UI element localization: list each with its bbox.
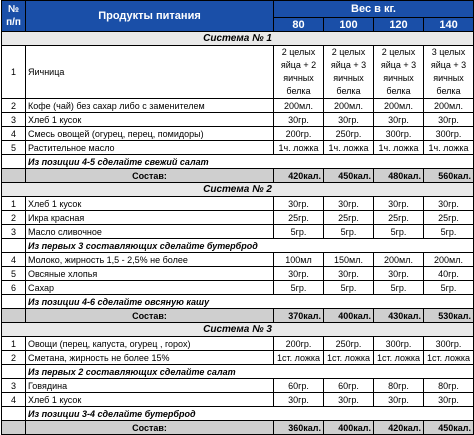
item-name: Овсяные хлопья — [26, 267, 274, 281]
item-amount: 250гр. — [324, 127, 374, 141]
total-calories: 400кал. — [324, 309, 374, 323]
table-cell — [2, 295, 26, 309]
item-number: 3 — [2, 225, 26, 239]
item-amount: 30гр. — [274, 113, 324, 127]
item-number: 1 — [2, 46, 26, 99]
item-name: Яичница — [26, 46, 274, 99]
total-row — [2, 309, 474, 323]
total-calories: 420кал. — [374, 421, 424, 435]
system-title: Система № 2 — [2, 183, 474, 197]
total-calories: 450кал. — [324, 169, 374, 183]
weight-header: Вес в кг. — [274, 1, 474, 18]
item-name: Кофе (чай) без сахар либо с заменителем — [26, 99, 274, 113]
item-amount: 300гр. — [424, 337, 474, 351]
item-name: Хлеб 1 кусок — [26, 197, 274, 211]
note-row — [2, 295, 474, 309]
item-amount: 5гр. — [274, 225, 324, 239]
item-name: Икра красная — [26, 211, 274, 225]
item-amount: 1ч. ложка — [324, 141, 374, 155]
nutrition-table — [1, 0, 474, 435]
note-row — [2, 407, 474, 421]
table-row — [2, 393, 474, 407]
item-amount: 200мл. — [274, 99, 324, 113]
item-number: 4 — [2, 127, 26, 141]
instruction-note: Из позиции 3-4 сделайте бутерброд — [26, 407, 474, 421]
item-amount: 30гр. — [424, 197, 474, 211]
item-amount: 200мл. — [374, 99, 424, 113]
item-amount: 300гр. — [424, 127, 474, 141]
item-amount: 30гр. — [324, 197, 374, 211]
item-name: Сахар — [26, 281, 274, 295]
item-number: 6 — [2, 281, 26, 295]
total-label: Состав: — [26, 421, 274, 435]
item-amount: 25гр. — [274, 211, 324, 225]
item-amount: 25гр. — [374, 211, 424, 225]
item-amount: 30гр. — [374, 197, 424, 211]
item-number: 1 — [2, 337, 26, 351]
item-number: 4 — [2, 393, 26, 407]
item-amount: 30гр. — [374, 393, 424, 407]
instruction-note: Из позиции 4-5 сделайте свежий салат — [26, 155, 474, 169]
table-cell — [2, 155, 26, 169]
instruction-note: Из позиции 4-6 сделайте овсяную кашу — [26, 295, 474, 309]
table-row — [2, 211, 474, 225]
item-amount: 25гр. — [424, 211, 474, 225]
system-title-row — [2, 32, 474, 46]
item-amount: 2 целых яйца + 3 яичных белка — [374, 46, 424, 99]
item-amount: 30гр. — [424, 393, 474, 407]
weight-col-80: 80 — [274, 18, 324, 32]
total-label: Состав: — [26, 169, 274, 183]
item-number: 3 — [2, 379, 26, 393]
item-amount: 1ст. ложка — [374, 351, 424, 365]
num-header: № п/п — [2, 1, 26, 32]
item-amount: 200гр. — [274, 127, 324, 141]
item-amount: 30гр. — [274, 393, 324, 407]
item-amount: 1ст. ложка — [324, 351, 374, 365]
item-amount: 30гр. — [374, 113, 424, 127]
table-row — [2, 379, 474, 393]
item-amount: 30гр. — [324, 113, 374, 127]
total-calories: 360кал. — [274, 421, 324, 435]
item-amount: 200мл. — [424, 253, 474, 267]
table-cell — [2, 239, 26, 253]
weight-col-100: 100 — [324, 18, 374, 32]
item-amount: 1ч. ложка — [274, 141, 324, 155]
item-amount: 30гр. — [424, 113, 474, 127]
system-title-row — [2, 183, 474, 197]
item-number: 3 — [2, 113, 26, 127]
total-calories: 370кал. — [274, 309, 324, 323]
table-row — [2, 99, 474, 113]
item-amount: 3 целых яйца + 3 яичных белка — [424, 46, 474, 99]
item-amount: 1ч. ложка — [374, 141, 424, 155]
item-name: Растительное масло — [26, 141, 274, 155]
item-number: 4 — [2, 253, 26, 267]
item-name: Смесь овощей (огурец, перец, помидоры) — [26, 127, 274, 141]
item-amount: 300гр. — [374, 337, 424, 351]
weight-col-120: 120 — [374, 18, 424, 32]
table-row — [2, 113, 474, 127]
table-row — [2, 337, 474, 351]
item-amount: 5гр. — [274, 281, 324, 295]
item-amount: 5гр. — [424, 281, 474, 295]
item-amount: 200мл. — [324, 99, 374, 113]
total-row — [2, 421, 474, 435]
table-cell — [2, 407, 26, 421]
instruction-note: Из первых 2 составляющих сделайте салат — [26, 365, 474, 379]
weight-col-140: 140 — [424, 18, 474, 32]
table-cell — [2, 365, 26, 379]
item-amount: 30гр. — [374, 267, 424, 281]
item-amount: 2 целых яйца + 3 яичных белка — [324, 46, 374, 99]
table-row — [2, 267, 474, 281]
item-name: Хлеб 1 кусок — [26, 113, 274, 127]
item-number: 5 — [2, 267, 26, 281]
system-title: Система № 1 — [2, 32, 474, 46]
system-title: Система № 3 — [2, 323, 474, 337]
item-amount: 30гр. — [324, 267, 374, 281]
item-amount: 30гр. — [324, 393, 374, 407]
item-amount: 5гр. — [374, 281, 424, 295]
item-amount: 1ст. ложка — [424, 351, 474, 365]
item-name: Овощи (перец, капуста, огурец , горох) — [26, 337, 274, 351]
total-row — [2, 169, 474, 183]
item-amount: 1ст. ложка — [274, 351, 324, 365]
instruction-note: Из первых 3 составляющих сделайте бутерброд — [26, 239, 474, 253]
total-calories: 450кал. — [424, 421, 474, 435]
item-amount: 30гр. — [274, 197, 324, 211]
item-number: 2 — [2, 351, 26, 365]
total-calories: 430кал. — [374, 309, 424, 323]
item-amount: 60гр. — [324, 379, 374, 393]
table-cell — [2, 421, 26, 435]
table-row — [2, 225, 474, 239]
total-calories: 420кал. — [274, 169, 324, 183]
item-amount: 5гр. — [324, 225, 374, 239]
item-amount: 300гр. — [374, 127, 424, 141]
table-row — [2, 253, 474, 267]
item-amount: 2 целых яйца + 2 яичных белка — [274, 46, 324, 99]
item-amount: 200мл. — [424, 99, 474, 113]
table-row — [2, 197, 474, 211]
total-calories: 560кал. — [424, 169, 474, 183]
item-amount: 5гр. — [374, 225, 424, 239]
item-amount: 150мл. — [324, 253, 374, 267]
note-row — [2, 365, 474, 379]
item-name: Сметана, жирность не более 15% — [26, 351, 274, 365]
item-name: Молоко, жирность 1,5 - 2,5% не более — [26, 253, 274, 267]
table-row — [2, 281, 474, 295]
item-name: Хлеб 1 кусок — [26, 393, 274, 407]
item-name: Масло сливочное — [26, 225, 274, 239]
total-label: Состав: — [26, 309, 274, 323]
table-cell — [2, 169, 26, 183]
item-number: 5 — [2, 141, 26, 155]
system-title-row — [2, 323, 474, 337]
table-row — [2, 141, 474, 155]
products-header: Продукты питания — [26, 1, 274, 32]
item-amount: 5гр. — [424, 225, 474, 239]
table-row — [2, 127, 474, 141]
table-cell — [2, 309, 26, 323]
total-calories: 400кал. — [324, 421, 374, 435]
table-row — [2, 351, 474, 365]
note-row — [2, 155, 474, 169]
item-amount: 25гр. — [324, 211, 374, 225]
item-amount: 80гр. — [374, 379, 424, 393]
item-name: Говядина — [26, 379, 274, 393]
item-amount: 100мл — [274, 253, 324, 267]
item-amount: 1ч. ложка — [424, 141, 474, 155]
note-row — [2, 239, 474, 253]
table-row — [2, 46, 474, 99]
item-amount: 5гр. — [324, 281, 374, 295]
item-amount: 80гр. — [424, 379, 474, 393]
item-amount: 200мл. — [374, 253, 424, 267]
item-amount: 200гр. — [274, 337, 324, 351]
item-number: 2 — [2, 211, 26, 225]
total-calories: 480кал. — [374, 169, 424, 183]
item-amount: 250гр. — [324, 337, 374, 351]
item-number: 2 — [2, 99, 26, 113]
item-amount: 30гр. — [274, 267, 324, 281]
header-row — [2, 1, 474, 18]
item-amount: 60гр. — [274, 379, 324, 393]
item-number: 1 — [2, 197, 26, 211]
item-amount: 40гр. — [424, 267, 474, 281]
total-calories: 530кал. — [424, 309, 474, 323]
